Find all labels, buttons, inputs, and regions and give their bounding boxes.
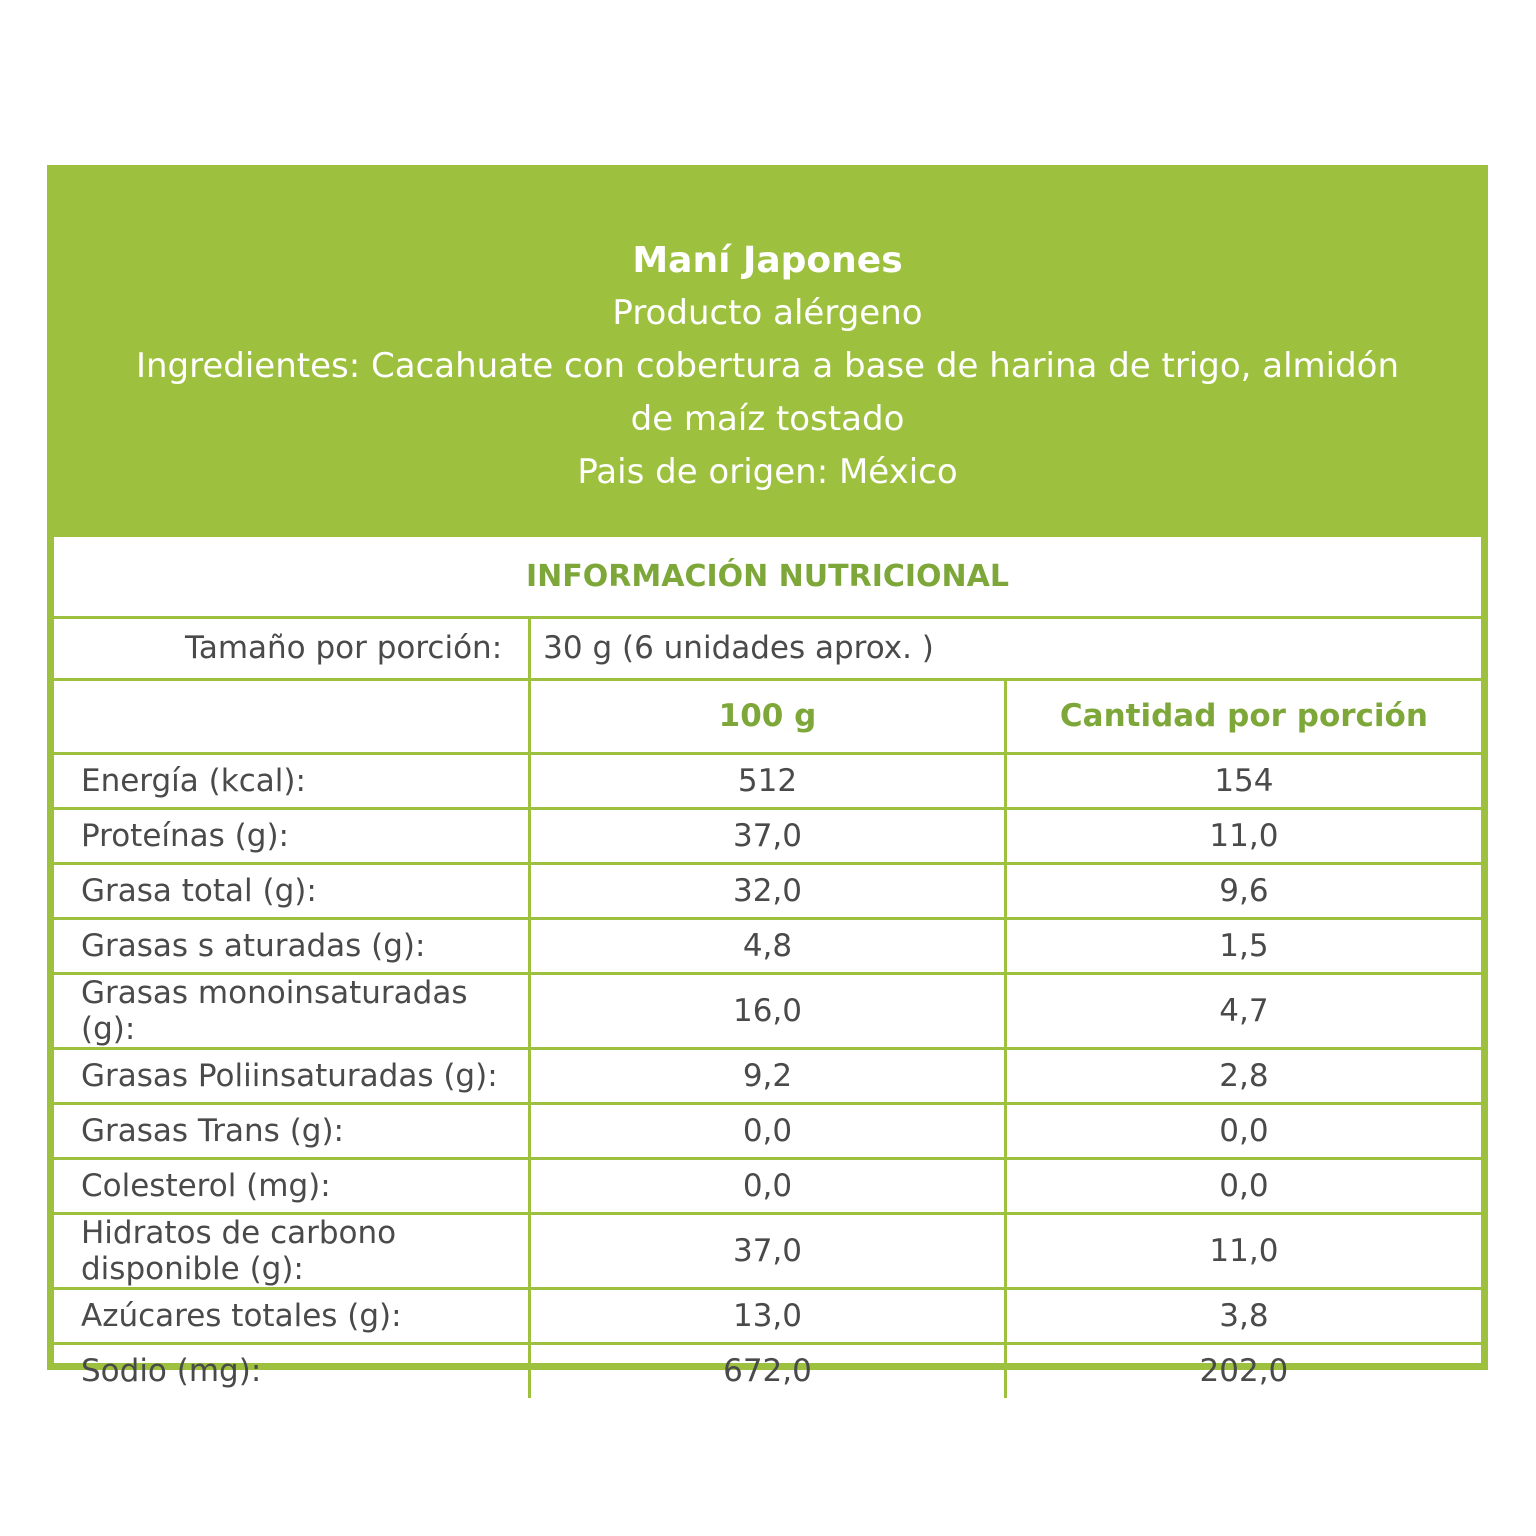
ingredients-line-2: de maíz tostado (630, 399, 905, 439)
allergen-note: Producto alérgeno (612, 293, 923, 333)
nutrient-value-portion: 3,8 (1005, 1288, 1481, 1343)
nutrient-label: Grasas Trans (g): (54, 1103, 530, 1158)
table-row (54, 808, 1481, 863)
nutrient-value-100g: 0,0 (530, 1103, 1006, 1158)
nutrient-label: Proteínas (g): (54, 808, 530, 863)
nutrient-label: Colesterol (mg): (54, 1158, 530, 1213)
table-row (54, 1158, 1481, 1213)
nutrition-table (54, 537, 1481, 1398)
nutrient-label: Hidratos de carbono disponible (g): (54, 1213, 530, 1288)
product-header (54, 172, 1481, 537)
nutrient-value-100g: 0,0 (530, 1158, 1006, 1213)
nutrition-title-row (54, 537, 1481, 617)
nutrient-value-portion: 154 (1005, 753, 1481, 808)
table-row (54, 1343, 1481, 1398)
column-header-empty (54, 679, 530, 753)
nutrient-value-portion: 2,8 (1005, 1048, 1481, 1103)
nutrient-label: Grasas monoinsaturadas (g): (54, 973, 530, 1048)
nutrient-value-portion: 1,5 (1005, 918, 1481, 973)
nutrient-value-100g: 37,0 (530, 808, 1006, 863)
nutrient-value-portion: 11,0 (1005, 1213, 1481, 1288)
nutrient-label: Grasas s aturadas (g): (54, 918, 530, 973)
ingredients-line-1: Ingredientes: Cacahuate con cobertura a base de harina de trigo, almidón (135, 346, 1400, 386)
table-row (54, 1048, 1481, 1103)
nutrient-label: Grasas Poliinsaturadas (g): (54, 1048, 530, 1103)
nutrient-label: Azúcares totales (g): (54, 1288, 530, 1343)
table-row (54, 863, 1481, 918)
table-row (54, 918, 1481, 973)
nutrient-value-100g: 32,0 (530, 863, 1006, 918)
nutrient-value-portion: 202,0 (1005, 1343, 1481, 1398)
table-row (54, 1103, 1481, 1158)
nutrient-label: Energía (kcal): (54, 753, 530, 808)
nutrient-value-portion: 0,0 (1005, 1103, 1481, 1158)
nutrient-value-100g: 4,8 (530, 918, 1006, 973)
nutrient-label: Grasa total (g): (54, 863, 530, 918)
product-name: Maní Japones (632, 240, 903, 281)
nutrient-value-portion: 0,0 (1005, 1158, 1481, 1213)
nutrient-value-portion: 9,6 (1005, 863, 1481, 918)
column-header-row (54, 679, 1481, 753)
nutrient-value-100g: 512 (530, 753, 1006, 808)
table-row (54, 1288, 1481, 1343)
nutrient-value-100g: 16,0 (530, 973, 1006, 1048)
table-row (54, 1213, 1481, 1288)
serving-size-row (54, 617, 1481, 679)
serving-size-label: Tamaño por porción: (54, 617, 530, 679)
origin-country: Pais de origen: México (577, 452, 958, 492)
table-row (54, 973, 1481, 1048)
nutrient-value-100g: 672,0 (530, 1343, 1006, 1398)
nutrient-value-100g: 13,0 (530, 1288, 1006, 1343)
nutrient-value-100g: 37,0 (530, 1213, 1006, 1288)
nutrition-title: INFORMACIÓN NUTRICIONAL (54, 537, 1481, 617)
serving-size-value: 30 g (6 unidades aprox. ) (530, 617, 1481, 679)
column-header-portion: Cantidad por porción (1005, 679, 1481, 753)
table-row (54, 753, 1481, 808)
nutrient-label: Sodio (mg): (81, 1353, 262, 1390)
nutrient-value-portion: 11,0 (1005, 808, 1481, 863)
nutrition-card (47, 165, 1488, 1390)
column-header-100g: 100 g (530, 679, 1006, 753)
nutrient-value-portion: 4,7 (1005, 973, 1481, 1048)
nutrient-value-100g: 9,2 (530, 1048, 1006, 1103)
